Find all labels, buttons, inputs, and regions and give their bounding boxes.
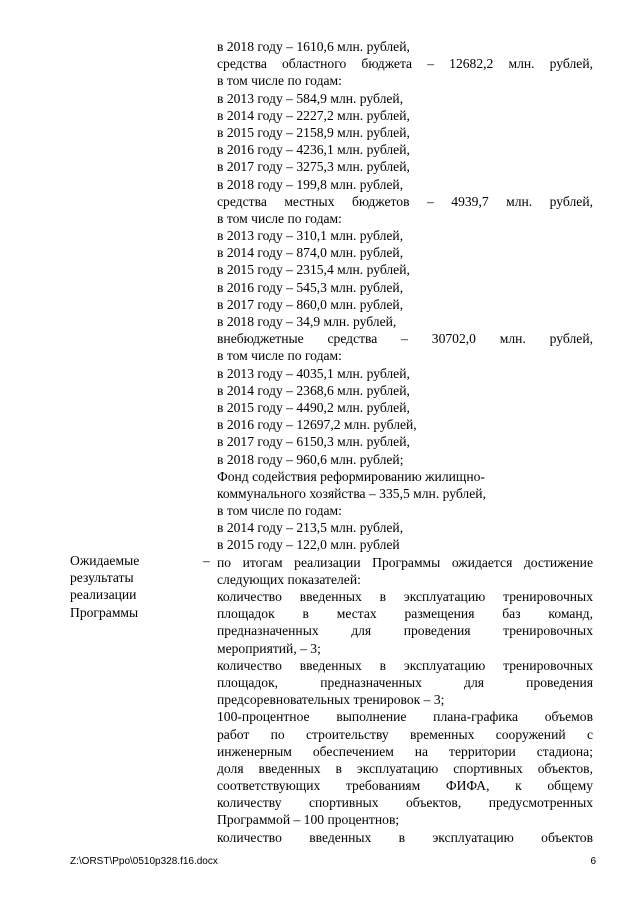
funding-line: коммунального хозяйства – 335,5 млн. рублей,: [217, 485, 486, 501]
results-line: площадок в местах размещения баз команд,: [217, 606, 593, 622]
page-number: 6: [590, 856, 596, 867]
results-line: инженерным обеспечением на территории стадиона;: [217, 743, 593, 759]
footer-file-path: Z:\ORST\Ppo\0510p328.f16.docx: [70, 856, 218, 867]
funding-line: в 2014 году – 213,5 млн. рублей,: [217, 520, 404, 536]
funding-line: в 2014 году – 2227,2 млн. рублей,: [217, 107, 410, 123]
funding-line: в 2013 году – 4035,1 млн. рублей,: [217, 365, 410, 381]
funding-line: внебюджетные средства – 30702,0 млн. рублей,: [217, 331, 593, 347]
results-line: предсоревновательных тренировок – 3;: [217, 692, 445, 708]
funding-line: в том числе по годам:: [217, 503, 342, 519]
results-line: количеству спортивных объектов, предусмотренных: [217, 795, 593, 811]
funding-line: в том числе по годам:: [217, 73, 342, 89]
program-content-column: [217, 38, 593, 846]
results-line: количество введенных в эксплуатацию объектов: [217, 829, 593, 845]
results-line: следующих показателей:: [217, 571, 361, 587]
funding-line: в 2015 году – 2158,9 млн. рублей,: [217, 124, 410, 140]
results-line: мероприятий, – 3;: [217, 640, 321, 656]
expected-results-section: [217, 554, 593, 846]
funding-line: в 2017 году – 3275,3 млн. рублей,: [217, 159, 410, 175]
funding-line: в 2015 году – 4490,2 млн. рублей,: [217, 399, 410, 415]
results-line: работ по строительству временных сооружений с: [217, 726, 593, 742]
label-dash: –: [203, 553, 210, 568]
results-line: Программой – 100 процентнов;: [217, 812, 400, 828]
label-line: результаты: [70, 570, 134, 586]
label-line: Программы: [70, 604, 139, 620]
funding-line: в 2014 году – 2368,6 млн. рублей,: [217, 382, 410, 398]
results-line: 100-процентное выполнение плана-графика объемов: [217, 709, 593, 725]
results-line: предназначенных для проведения тренировочных: [217, 623, 593, 639]
results-line: доля введенных в эксплуатацию спортивных объектов,: [217, 760, 593, 776]
results-line: количество введенных в эксплуатацию тренировочных: [217, 589, 593, 604]
results-line: соответствующих требованиям ФИФА, к общему: [217, 778, 593, 794]
funding-line: в том числе по годам:: [217, 210, 342, 226]
funding-section: [217, 38, 593, 554]
funding-line: в 2014 году – 874,0 млн. рублей,: [217, 245, 404, 261]
funding-line: в 2018 году – 1610,6 млн. рублей,: [217, 39, 410, 54]
funding-line: в 2018 году – 960,6 млн. рублей;: [217, 451, 404, 467]
funding-line: в 2013 году – 310,1 млн. рублей,: [217, 228, 404, 244]
funding-line: в 2015 году – 122,0 млн. рублей: [217, 537, 400, 553]
label-line: Ожидаемые: [70, 553, 140, 568]
results-line: по итогам реализации Программы ожидается достижение: [217, 554, 593, 570]
funding-line: в 2016 году – 545,3 млн. рублей,: [217, 279, 404, 295]
expected-results-label: [70, 552, 180, 621]
funding-line: в 2017 году – 860,0 млн. рублей,: [217, 296, 404, 312]
funding-line: в 2018 году – 34,9 млн. рублей,: [217, 314, 397, 329]
label-line: реализации: [70, 587, 137, 603]
results-line: количество введенных в эксплуатацию тренировочных: [217, 657, 593, 673]
funding-line: Фонд содействия реформированию жилищно-: [217, 468, 485, 484]
funding-line: средства областного бюджета – 12682,2 млн. рублей,: [217, 56, 593, 72]
funding-line: в 2015 году – 2315,4 млн. рублей,: [217, 262, 410, 278]
funding-line: средства местных бюджетов – 4939,7 млн. рублей,: [217, 193, 593, 209]
funding-line: в 2018 году – 199,8 млн. рублей,: [217, 176, 404, 192]
funding-line: в 2016 году – 12697,2 млн. рублей,: [217, 417, 417, 433]
results-line: площадок, предназначенных для проведения: [217, 674, 593, 690]
funding-line: в 2017 году – 6150,3 млн. рублей,: [217, 434, 410, 450]
funding-line: в 2013 году – 584,9 млн. рублей,: [217, 90, 404, 106]
funding-line: в 2016 году – 4236,1 млн. рублей,: [217, 142, 410, 158]
funding-line: в том числе по годам:: [217, 348, 342, 364]
